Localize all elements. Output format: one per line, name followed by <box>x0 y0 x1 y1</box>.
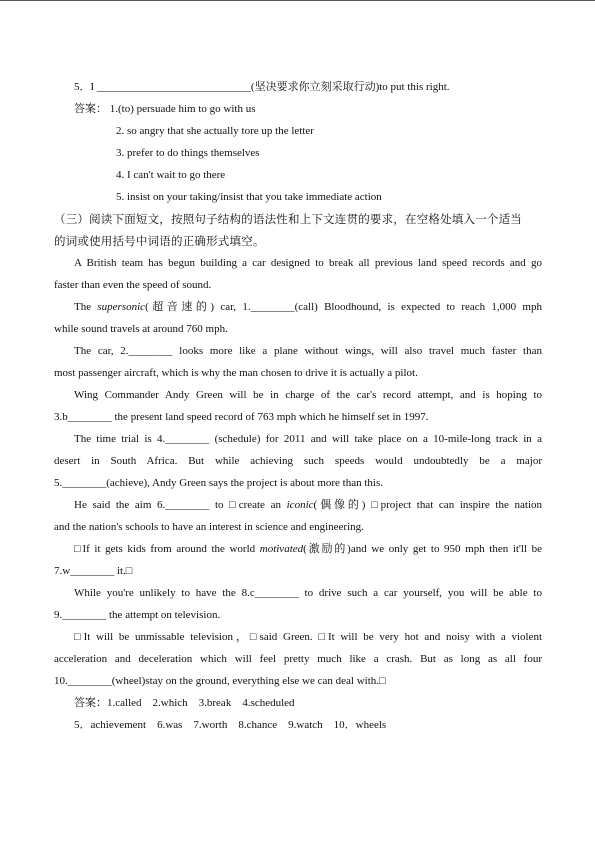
passage-p6-italic: iconic <box>286 499 314 511</box>
passage-p5-line-2: desert in South Africa. But while achieving such speeds would undoubtedly be a major <box>54 455 542 467</box>
passage-p9-line-2: acceleration and deceleration which will feel pretty much like a crash. But as long as all four <box>54 653 542 665</box>
passage-p5-line-1: The time trial is 4.________ (schedule) for 2011 and will take place on a 10-mile-long track in a <box>74 433 542 445</box>
answer-item-1: 1.(to) persuade him to go with us <box>109 103 256 115</box>
question-5-blank: ____________________________ <box>96 81 251 93</box>
passage-p7-rest: (激励的)and we only get to 950 mph then it'll be <box>303 543 542 555</box>
passage-p8-line-2: 9.________ the attempt on television. <box>54 609 221 621</box>
passage-p7-italic: motivated <box>259 543 304 555</box>
answer-item-2: 2. so angry that she actually tore up the letter <box>116 125 314 137</box>
answer-key-line-2: 5．achievement 6.was 7.worth 8.chance 9.watch 10．wheels <box>74 719 387 731</box>
passage-p8-line-1: While you're unlikely to have the 8.c________ to drive such a car yourself, you will be able to <box>74 587 542 599</box>
page-top-border <box>0 0 595 1</box>
answer-item-3: 3. prefer to do things themselves <box>116 147 260 159</box>
passage-p7-line-2: 7.w________ it.□ <box>54 565 133 577</box>
passage-p3-line-2: most passenger aircraft, which is why the man chosen to drive it is actually a pilot. <box>54 367 418 379</box>
passage-p9-line-1: □It will be unmissable television，□said Green. □It will be very hot and noisy with a violent <box>74 631 542 643</box>
passage-p2-line-2: while sound travels at around 760 mph. <box>54 323 228 335</box>
passage-p7-line-1 <box>54 538 542 560</box>
answer-item-4: 4. I can't wait to go there <box>116 169 226 181</box>
question-5-hint: (坚决要求你立刻采取行动) <box>250 81 380 93</box>
answer-line-1 <box>54 98 542 120</box>
passage-p7-pre: □If it gets kids from around the world <box>74 543 256 555</box>
question-5 <box>54 76 542 98</box>
question-5-tail: to put this right. <box>379 81 450 93</box>
passage-p1-line-2: faster than even the speed of sound. <box>54 279 212 291</box>
question-5-number: 5．I <box>74 81 95 93</box>
passage-p3-line-1: The car, 2.________ looks more like a plane without wings, will also travel much faster than <box>74 345 542 357</box>
answer-label: 答案： <box>74 103 107 115</box>
answer-key-line-1: 答案：1.called 2.which 3.break 4.scheduled <box>74 697 295 709</box>
passage-p1-line-1: A British team has begun building a car designed to break all previous land speed records and go <box>74 257 542 269</box>
passage-p2-rest: (超音速的) car, 1.________(call) Bloodhound, is expected to reach 1,000 mph <box>145 301 542 313</box>
document-page <box>54 76 542 736</box>
passage-p6-line-1 <box>54 494 542 516</box>
passage-p2-italic: supersonic <box>97 301 146 313</box>
passage-p4-line-2: 3.b________ the present land speed record of 763 mph which he himself set in 1997. <box>54 411 429 423</box>
passage-p2-line-1 <box>54 296 542 318</box>
passage-p6-pre: He said the aim 6.________ to □create an <box>74 499 281 511</box>
answer-item-5: 5. insist on your taking/insist that you take immediate action <box>116 191 382 203</box>
passage-p6-rest: (偶像的) □project that can inspire the nation <box>313 499 542 511</box>
passage-p9-line-3: 10.________(wheel)stay on the ground, everything else we can deal with.□ <box>54 675 386 687</box>
passage-p5-line-3: 5.________(achieve), Andy Green says the project is about more than this. <box>54 477 384 489</box>
passage-p6-line-2: and the nation's schools to have an interest in science and engineering. <box>54 521 364 533</box>
section-3-instructions-line-1: （三）阅读下面短文，按照句子结构的语法性和上下文连贯的要求，在空格处填入一个适当 <box>54 212 522 226</box>
section-3-instructions-line-2: 的词或使用括号中词语的正确形式填空。 <box>54 234 265 248</box>
passage-p2-pre: The <box>74 301 92 313</box>
passage-p4-line-1: Wing Commander Andy Green will be in charge of the car's record attempt, and is hoping to <box>74 389 542 401</box>
